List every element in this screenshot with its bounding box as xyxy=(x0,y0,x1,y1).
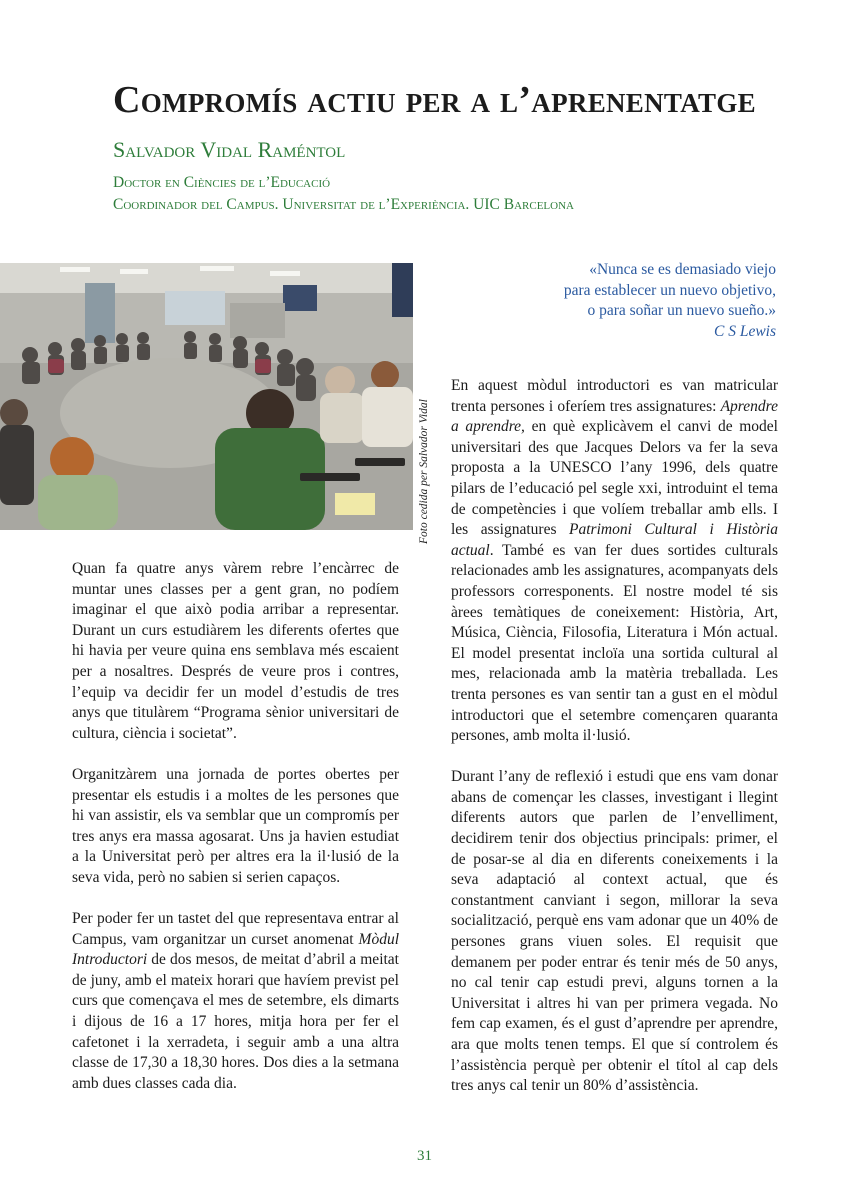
quote-line: o para soñar un nuevo sueño.» xyxy=(587,302,776,319)
paragraph: Quan fa quatre anys vàrem rebre l’encàrrec de muntar unes classes per a gent gran, no podíem imaginar el que això podia arribar a representar. Durant un curs estudiàrem les diferents ofertes que hi havia per veure quina ens semblava més escaient per a nosaltres. Després de veure pros i contres, l’equip va decidir fer un model d’estudis de tres anys que titulàrem “Programa sènior universitari de cultura, ciència i societat”. xyxy=(72,560,399,742)
italic-term: Aprendre a aprendre, xyxy=(451,397,778,436)
article-title: Compromís actiu per a l’aprenentatge xyxy=(113,79,756,121)
italic-term: Patrimoni Cultural i Història actual xyxy=(451,521,778,559)
epigraph-quote xyxy=(470,260,776,342)
paragraph: Durant l’any de reflexió i estudi que ens vam donar abans de començar les classes, investigant i llegint diferents autors que parlen de l’envelliment, decidirem tenir dos objectius principals: primer, el de posar-se al dia en diferents coneixements i la seva adaptació al context actual, que és constantment canviant i segon, millorar la seva socialització, perquè ens vam adonar que un 40% de persones grans viuen soles. El requisit que demanem per poder entrar és tenir més de 50 anys, no cal tenir cap estudi previ, alguns tornen a la Universitat i altres hi van per primera vegada. No fem cap examen, és el gust d’aprendre per aprendre, ara que molts tenen temps. El que sí controlem és l’assistència perquè per obtenir el títol al cap dels tres anys cal tenir un 80% d’assistència. xyxy=(451,768,778,1095)
paragraph: Per poder fer un tastet del que representava entrar al Campus, vam organitzar un curset anomenat Mòdul Introductori de dos mesos, de meitat d’abril a meitat de juny, amb el mateix horari que havíem previst pel curs que començava el mes de setembre, els dimarts i dijous de 16 a 17 hores, mitja hora per fer el cafetonet i la xerradeta, i seguir amb a una altra classe de 17,30 a 18,30 hores. Dos dies a la setmana amb dues classes cada dia. xyxy=(72,910,399,1092)
quote-line: «Nunca se es demasiado viejo xyxy=(589,261,776,278)
left-column xyxy=(72,559,399,1115)
author-affiliation-role: Coordinador del Campus. Universitat de l’Experiència. UIC Barcelona xyxy=(113,196,574,213)
quote-line: para establecer un nuevo objetivo, xyxy=(563,281,776,299)
page-number: 31 xyxy=(417,1148,432,1164)
author-affiliation-degree: Doctor en Ciències de l’Educació xyxy=(113,174,331,191)
author-name: Salvador Vidal Raméntol xyxy=(113,137,346,162)
photo-credit: Foto cedida per Salvador Vidal xyxy=(418,399,430,544)
paragraph: En aquest mòdul introductori es van matricular trenta persones i oferíem tres assignatures: Aprendre a aprendre, en què explicàvem el canvi de model universitari des que Jacques Delors va fer la seva proposta a la UNESCO l’any 1996, dels quatre pilars de l’educació pel segle xxi, introduint el tema de competències i que volíem treballar amb ells. I les assignatures Patrimoni Cultural i Història actual. També es van fer dues sortides culturals relacionades amb les assignatures, acompanyats dels professors corresponents. El nostre model té sis àrees temàtiques de coneixement: Història, Art, Música, Ciència, Filosofia, Literatura i Món actual. El model presentat incloïa una sortida cultural al mes, relacionada amb la matèria treballada. Les trenta persones es van sentir tan a gust en el mòdul introductori que el setembre començaren quaranta persones, amb molta il·lusió. xyxy=(451,377,778,745)
quote-attribution: C S Lewis xyxy=(713,322,776,340)
paragraph: Organitzàrem una jornada de portes obertes per presentar els estudis i a moltes de les persones que hi van assistir, els va semblar que un compromís per tres anys era massa agosarat. Uns ja havien estudiat a la Universitat però per altres era la il·lusió de la seva vida, però no sabien si serien capaços. xyxy=(72,765,399,886)
classroom-photo xyxy=(0,263,413,530)
italic-term: Mòdul Introductori xyxy=(72,930,399,969)
right-column xyxy=(451,376,778,1117)
